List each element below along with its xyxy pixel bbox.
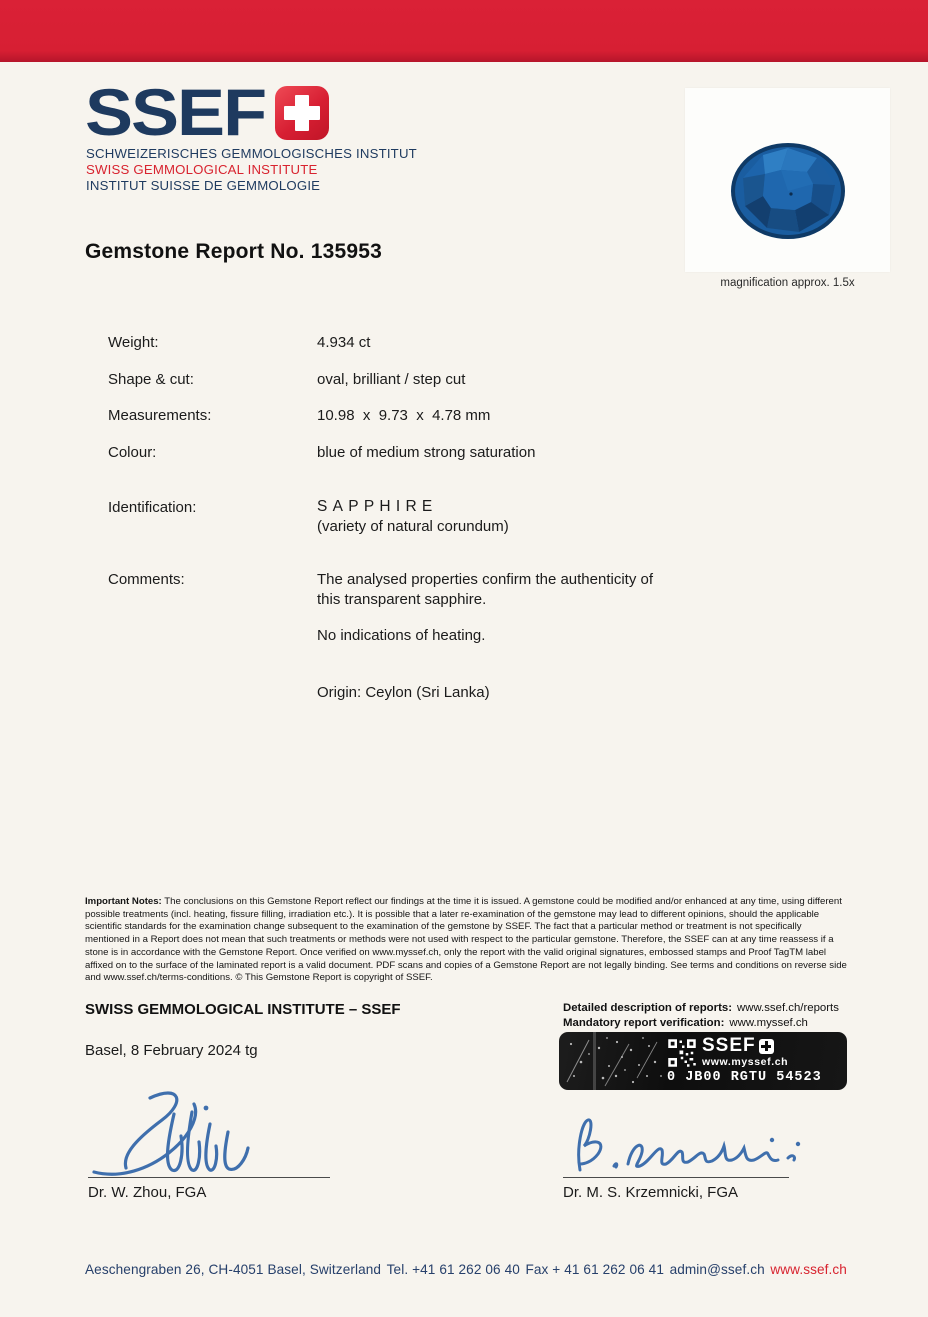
link-label-verification: Mandatory report verification:: [563, 1017, 725, 1029]
logo-subtitle-german: SCHWEIZERISCHES GEMMOLOGISCHES INSTITUT: [86, 146, 417, 161]
signature-line-right: [563, 1177, 789, 1178]
footer-website: www.ssef.ch: [770, 1262, 847, 1277]
notes-line: mentioned in a Report does not mean that such treatments or methods were not used with respect to the particular gemstone. Therefore, the SSEF can at any time reassess if a: [85, 934, 834, 946]
important-notes: [85, 896, 860, 985]
proof-tag-cross-icon: [759, 1039, 774, 1054]
field-value-colour: blue of medium strong saturation: [317, 444, 536, 461]
field-label-identification: Identification:: [108, 499, 197, 516]
field-label-measurements: Measurements:: [108, 407, 212, 424]
notes-line: scientific standards for the examination change subsequent to the examination of the gemstone by SSEF. The fact that a particular method or treatment is not specifically: [85, 921, 802, 933]
field-label-comments: Comments:: [108, 571, 185, 588]
field-value-identification-sub: (variety of natural corundum): [317, 518, 509, 535]
footer-email: admin@ssef.ch: [669, 1262, 765, 1277]
photo-magnification-caption: magnification approx. 1.5x: [720, 277, 855, 289]
field-label-weight: Weight:: [108, 334, 159, 351]
notes-line-text: The conclusions on this Gemstone Report reflect our findings at the time it is issued. A gemstone could be modified and/or enhanced at any time, using different: [161, 896, 842, 907]
signature-krzemnicki: [566, 1112, 816, 1178]
report-links: [563, 1001, 839, 1031]
sapphire-gem-image: [729, 140, 847, 242]
notes-line: stone is in accordance with the Gemstone Report. Once verified on www.myssef.ch, only the report with the valid original signatures, embossed stamps and Proof TagTM label: [85, 946, 827, 958]
footer-address: Aeschengraben 26, CH-4051 Basel, Switzerland: [85, 1262, 382, 1277]
gemstone-photo: [685, 88, 890, 272]
notes-line: and www.ssef.ch/terms-conditions. © This Gemstone Report is copyright of SSEF.: [85, 972, 433, 984]
field-label-colour: Colour:: [108, 444, 157, 461]
link-row-verification: [563, 1016, 839, 1031]
swiss-cross-icon: [275, 86, 329, 140]
comments-paragraph-authenticity: The analysed properties confirm the authenticity of this transparent sapphire.: [317, 571, 658, 608]
field-value-weight: 4.934 ct: [317, 334, 371, 351]
comments-paragraph-heating: No indications of heating.: [317, 627, 486, 644]
signature-zhou: [88, 1088, 388, 1180]
report-title: Gemstone Report No. 135953: [85, 240, 382, 263]
logo-subtitle-english: SWISS GEMMOLOGICAL INSTITUTE: [86, 162, 318, 177]
notes-line: [85, 896, 860, 909]
logo-subtitle-french: INSTITUT SUISSE DE GEMMOLOGIE: [86, 178, 321, 193]
proof-tag-brand: SSEF: [702, 1035, 756, 1056]
ssef-logo: [85, 76, 329, 150]
signatory-name-krzemnicki: Dr. M. S. Krzemnicki, FGA: [563, 1184, 739, 1201]
field-value-measurements: 10.98 x 9.73 x 4.78 mm: [317, 407, 491, 424]
logo-subtitles: [86, 146, 417, 194]
link-label-description: Detailed description of reports:: [563, 1002, 732, 1014]
notes-line: affixed on to the surface of the laminated report is a valid document. PDF scans and copies of a Gemstone Report are not legally binding. See terms and conditions on reverse side: [85, 959, 847, 971]
signature-line-left: [88, 1177, 330, 1178]
footer-tel: Tel. +41 61 262 06 40: [386, 1262, 520, 1277]
field-value-shape-cut: oval, brilliant / step cut: [317, 371, 466, 388]
comments-paragraph-origin: Origin: Ceylon (Sri Lanka): [317, 684, 490, 701]
qr-code-icon: [667, 1038, 697, 1068]
ssef-logo-wordmark: SSEF: [85, 76, 266, 150]
link-row-description: [563, 1001, 839, 1016]
notes-line: possible treatments (incl. heating, fissure filling, irradiation etc.). It is possible that a later re-examination of the gemstone may lead to different opinions, should the applicable: [85, 908, 820, 920]
proof-tag-label: [559, 1032, 847, 1090]
proof-tag-code: 0 JB00 RGTU 54523: [667, 1070, 822, 1085]
proof-tag-speckle-pattern: [559, 1032, 667, 1090]
field-label-shape-cut: Shape & cut:: [108, 371, 194, 388]
footer-fax: Fax + 41 61 262 06 41: [525, 1262, 664, 1277]
link-value-verification: www.myssef.ch: [729, 1017, 808, 1029]
top-red-bar: [0, 0, 928, 62]
institute-name: SWISS GEMMOLOGICAL INSTITUTE – SSEF: [85, 1001, 401, 1018]
link-value-description: www.ssef.ch/reports: [737, 1002, 839, 1014]
notes-lead-label: Important Notes:: [85, 896, 162, 907]
signatory-name-zhou: Dr. W. Zhou, FGA: [88, 1184, 207, 1201]
place-and-date: Basel, 8 February 2024 tg: [85, 1042, 258, 1059]
field-value-identification: SAPPHIRE: [317, 498, 438, 515]
proof-tag-url: www.myssef.ch: [702, 1056, 789, 1068]
footer-contact-bar: [85, 1262, 847, 1277]
